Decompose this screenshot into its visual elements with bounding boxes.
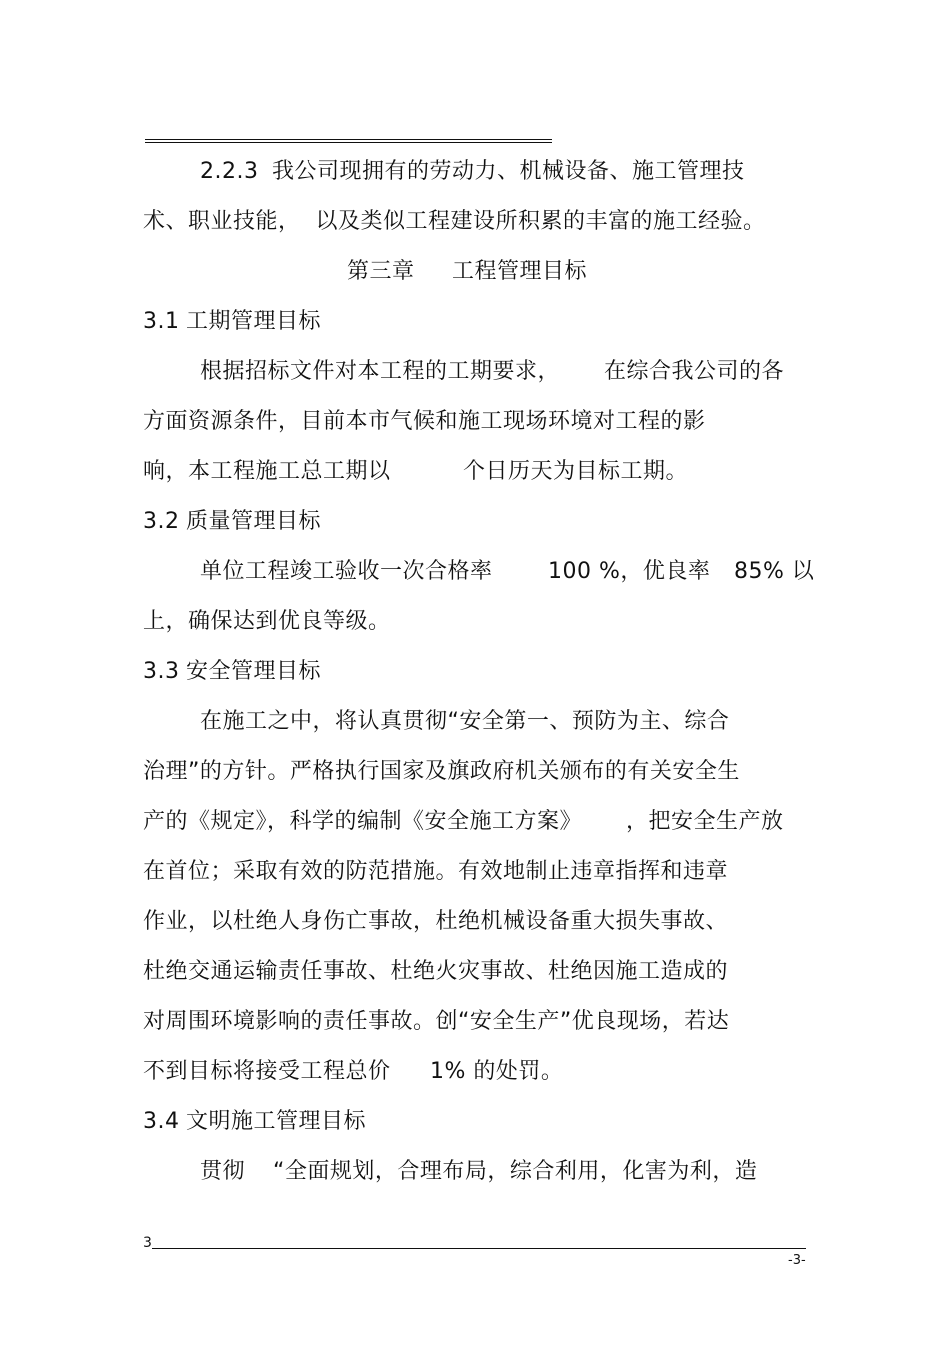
footer-number: 3 [143, 1235, 152, 1251]
section-number: 3.1 [143, 309, 180, 334]
section-number: 3.2 [143, 509, 180, 534]
chapter-number: 第三章 [347, 259, 415, 284]
section-number: 3.4 [143, 1109, 180, 1134]
paragraph-line: 100 %，优良率 [548, 559, 711, 584]
paragraph-line: 术、职业技能， 以及类似工程建设所积累的丰富的施工经验。 [143, 209, 766, 234]
paragraph-line: 在首位；采取有效的防范措施。有效地制止违章指挥和违章 [143, 859, 729, 884]
header-rule [145, 139, 552, 143]
paragraph-line: “全面规划，合理布局，综合利用，化害为利，造 [273, 1159, 758, 1184]
paragraph-line: 响，本工程施工总工期以 [143, 459, 391, 484]
page-number: -3- [788, 1253, 806, 1268]
footer-rule [152, 1248, 806, 1249]
paragraph-line: 在施工之中，将认真贯彻“安全第一、预防为主、综合 [200, 709, 730, 734]
section-title: 工期管理目标 [186, 309, 322, 334]
paragraph-line: 根据招标文件对本工程的工期要求， [200, 359, 561, 384]
clause-number: 2.2.3 [200, 159, 259, 184]
paragraph-line: 单位工程竣工验收一次合格率 [200, 559, 493, 584]
paragraph-line: 不到目标将接受工程总价 [143, 1059, 391, 1084]
paragraph-line: 贯彻 [200, 1159, 246, 1184]
paragraph-line: 杜绝交通运输责任事故、杜绝火灾事故、杜绝因施工造成的 [143, 959, 729, 984]
section-title: 文明施工管理目标 [186, 1109, 367, 1134]
paragraph-line: 上，确保达到优良等级。 [143, 609, 391, 634]
paragraph-line: 治理”的方针。严格执行国家及旗政府机关颁布的有关安全生 [143, 759, 740, 784]
paragraph-line: 在综合我公司的各 [604, 359, 785, 384]
paragraph-line: 对周围环境影响的责任事故。创“安全生产”优良现场，若达 [143, 1009, 730, 1034]
paragraph-line: 产的《规定》，科学的编制《安全施工方案》 [143, 809, 583, 834]
section-title: 质量管理目标 [186, 509, 322, 534]
section-number: 3.3 [143, 659, 180, 684]
paragraph-line: 个日历天为目标工期。 [463, 459, 689, 484]
paragraph-line: 方面资源条件，目前本市气候和施工现场环境对工程的影 [143, 409, 706, 434]
paragraph-line: 1% 的处罚。 [430, 1059, 564, 1084]
paragraph-line: ，把安全生产放 [626, 809, 784, 834]
paragraph-line: 我公司现拥有的劳动力、机械设备、施工管理技 [272, 159, 745, 184]
section-title: 安全管理目标 [186, 659, 322, 684]
paragraph-line: 85% 以 [734, 559, 815, 584]
paragraph-line: 作业，以杜绝人身伤亡事故，杜绝机械设备重大损失事故、 [143, 909, 729, 934]
chapter-title: 工程管理目标 [452, 259, 588, 284]
